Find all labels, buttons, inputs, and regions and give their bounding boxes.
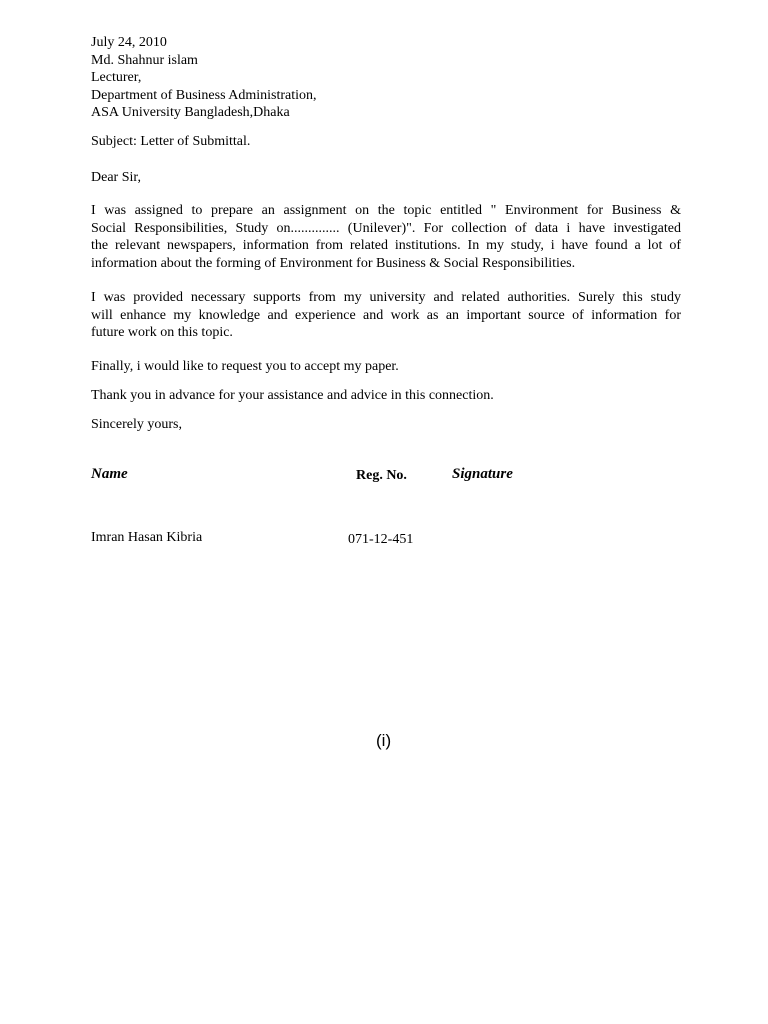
body-paragraph-1 [91, 202, 681, 272]
recipient-address [91, 34, 681, 122]
paragraph-line: Finally, i would like to request you to accept my paper. [91, 359, 399, 374]
paragraph-line: Thank you in advance for your assistance and advice in this connection. [91, 388, 494, 403]
recipient-department: Department of Business Administration, [91, 87, 317, 103]
paragraph-line: future work on this topic. [91, 325, 233, 340]
paragraph-line: Social Responsibilities, Study on.............. (Unilever)". For collection of data i have investigated [91, 220, 681, 236]
body-paragraph-4 [91, 387, 681, 405]
recipient-name: Md. Shahnur islam [91, 52, 198, 68]
row-reg-no: 071-12-451 [348, 532, 414, 547]
subject-line: Subject: Letter of Submittal. [91, 134, 251, 149]
closing-line: Sincerely yours, [91, 417, 182, 432]
paragraph-line: the relevant newspapers, information from related institutions. In my study, i have found a lot of [91, 238, 681, 253]
letter-salutation [91, 169, 681, 187]
header-name: Name [91, 466, 128, 482]
paragraph-line: information about the forming of Environment for Business & Social Responsibilities. [91, 255, 576, 271]
paragraph-line: I was provided necessary supports from my university and related authorities. Surely this study [91, 290, 681, 305]
salutation-line: Dear Sir, [91, 170, 141, 185]
letter-closing [91, 416, 681, 434]
header-reg-no: Reg. No. [356, 468, 407, 483]
letter-date: July 24, 2010 [91, 35, 167, 50]
page-number: (i) [376, 731, 392, 750]
row-name: Imran Hasan Kibria [91, 530, 203, 545]
paragraph-line: I was assigned to prepare an assignment on the topic entitled " Environment for Business & [91, 203, 681, 218]
header-signature: Signature [452, 466, 513, 482]
body-paragraph-2 [91, 289, 681, 342]
recipient-university: ASA University Bangladesh,Dhaka [91, 105, 290, 120]
body-paragraph-3 [91, 358, 681, 376]
letter-subject [91, 133, 681, 151]
paragraph-line: will enhance my knowledge and experience and work as an important source of information for [91, 307, 681, 323]
recipient-title: Lecturer, [91, 70, 142, 85]
